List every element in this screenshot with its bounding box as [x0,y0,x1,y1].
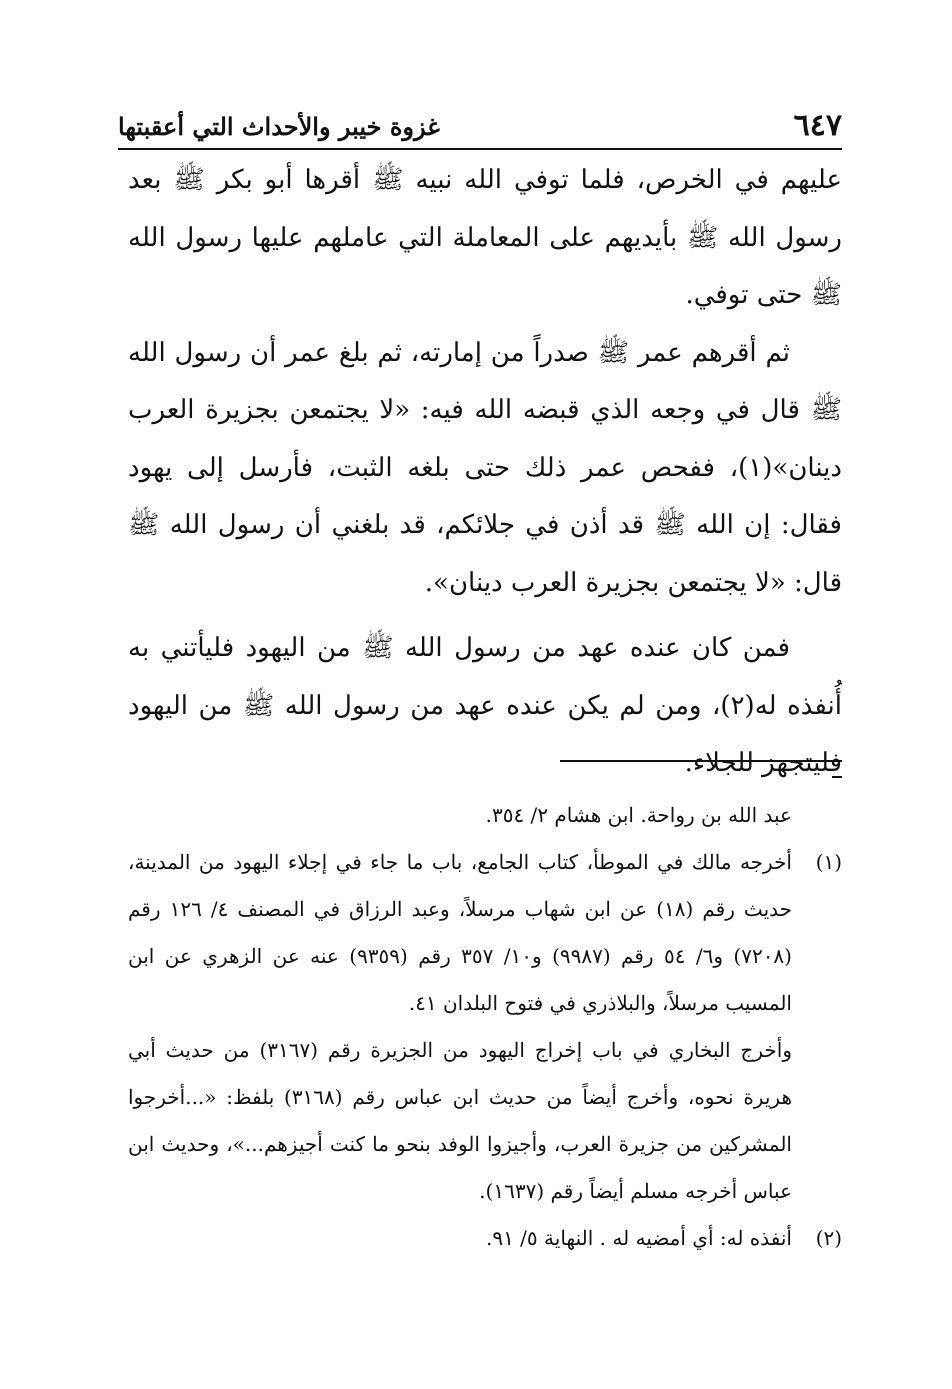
footnote-separator [560,760,842,762]
page-header [118,108,842,146]
footnotes [128,792,842,1262]
header-rule [118,148,842,150]
running-title: غزوة خيبر والأحداث التي أعقبتها [118,112,440,141]
footnote-dash [832,776,842,778]
paragraph-3: فمن كان عنده عهد من رسول الله ﷺ من اليهود فليأتني به أُنفذه له(٢)، ومن لم يكن عنده عهد من رسول الله ﷺ من اليهود فليتجهز للجلاء. [128,633,842,778]
footnote-2-text: أنفذه له: أي أمضيه له . النهاية ٥/ ٩١. [485,1226,792,1250]
paragraph-1: عليهم في الخرص، فلما توفي الله نبيه ﷺ أقرها أبو بكر ﷺ بعد رسول الله ﷺ بأيديهم على المعاملة التي عاملهم عليها رسول الله ﷺ حتى توفي. [128,165,842,310]
footnote-1-text: أخرجه مالك في الموطأ، كتاب الجامع، باب ما جاء في إجلاء اليهود من المدينة، حديث رقم (١٨) عن ابن شهاب مرسلاً، وعبد الرزاق في المصنف ٤/ ١٢٦ رقم (٧٢٠٨) و٦/ ٥٤ رقم (٩٩٨٧) و١٠/ ٣٥٧ رقم (٩٣٥٩) عنه عن الزهري عن ابن المسيب مرسلاً، والبلاذري في فتوح البلدان ٤١. [128,850,793,1015]
paragraph-2: ثم أقرهم عمر ﷺ صدراً من إمارته، ثم بلغ عمر أن رسول الله ﷺ قال في وجعه الذي قبضه الله فيه: «لا يجتمعن بجزيرة العرب دينان»(١)، ففحص عمر ذلك حتى بلغه الثبت، فأرسل إلى يهود فقال: إن الله ﷺ قد أذن في جلائكم، قد بلغني أن رسول الله ﷺ قال: «لا يجتمعن بجزيرة العرب دينان». [128,337,842,598]
footnote-1 [128,839,842,1215]
footnote-2-marker: (٢) [815,1226,842,1250]
main-text [128,152,842,793]
footnote-2 [128,1215,842,1262]
footnote-continuation: عبد الله بن رواحة. ابن هشام ٢/ ٣٥٤. [485,803,792,827]
footnote-1-text-continued: وأخرج البخاري في باب إخراج اليهود من الجزيرة رقم (٣١٦٧) من حديث أبي هريرة نحوه، وأخرج أيضاً من حديث ابن عباس رقم (٣١٦٨) بلفظ: «...أخرجوا المشركين من جزيرة العرب، وأجيزوا الوفد بنحو ما كنت أجيزهم...»، وحديث ابن عباس أخرجه مسلم أيضاً رقم (١٦٣٧). [128,1038,792,1203]
page-number: ٦٤٧ [793,108,842,143]
footnote-1-marker: (١) [815,850,842,874]
